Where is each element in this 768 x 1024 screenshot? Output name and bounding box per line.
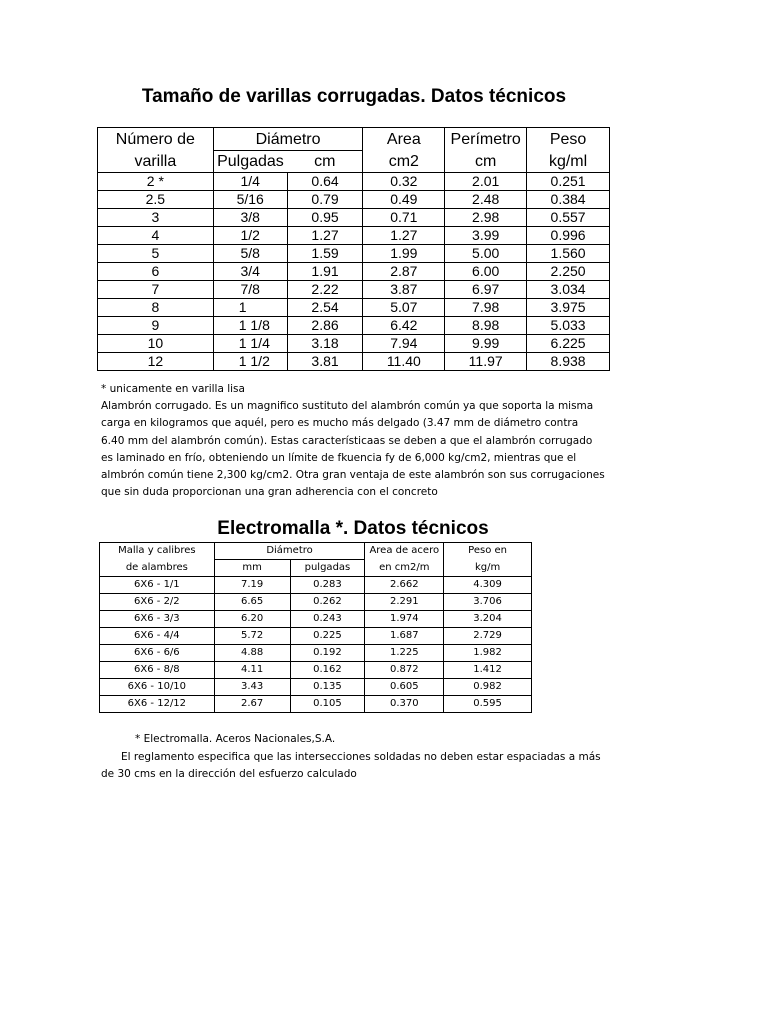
table-cell: 3.43 [214,679,290,696]
table-cell: 6X6 - 12/12 [100,696,215,713]
electromalla-notes [101,731,601,784]
table-cell: 11.97 [445,353,527,371]
table-cell: 2.22 [287,281,363,299]
varillas-table [97,127,610,371]
table-row [100,645,532,662]
table-cell: 1.982 [444,645,532,662]
table-cell: 1.412 [444,662,532,679]
table-cell: 0.32 [363,173,445,191]
table-cell: 0.982 [444,679,532,696]
header-cell: cm [287,151,363,173]
table-cell: 6 [98,263,214,281]
table-cell: 6X6 - 2/2 [100,594,215,611]
table-cell: 0.49 [363,191,445,209]
table-row [100,577,532,594]
table-cell: 8.938 [527,353,610,371]
note-line: * unicamente en varilla lisa [101,383,245,395]
note-line: 6.40 mm del alambrón común). Estas característicaas se deben a que el alambrón corrugado [101,434,593,447]
table-cell: 0.64 [287,173,363,191]
table-cell: 0.370 [365,696,444,713]
note-line: El reglamento especifica que las intersecciones soldadas no deben estar espaciadas a más [121,750,601,763]
table-cell: 2.86 [287,317,363,335]
table-cell: 0.71 [363,209,445,227]
table-cell: 2.98 [445,209,527,227]
table-row [100,594,532,611]
header-cell: mm [214,560,290,577]
table-cell: 4 [98,227,214,245]
table-cell: 6X6 - 4/4 [100,628,215,645]
note-line: carga en kilogramos que aquél, pero es mucho más delgado (3.47 mm de diámetro contra [101,417,579,430]
table-cell: 6.00 [445,263,527,281]
table-cell: 3.18 [287,335,363,353]
table-row [100,628,532,645]
table1-title: Tamaño de varillas corrugadas. Datos técnicos [141,86,567,107]
table-row [98,335,610,353]
table-cell: 1/4 [213,173,287,191]
table-cell: 6.42 [363,317,445,335]
header-cell: Area de acero [365,543,444,560]
table-cell: 1.91 [287,263,363,281]
table-cell: 6X6 - 1/1 [100,577,215,594]
table-cell: 7.94 [363,335,445,353]
table2-header-row [100,560,532,577]
header-cell: Pulgadas [213,151,287,173]
table-cell: 6.97 [445,281,527,299]
table-cell: 1 [213,299,287,317]
table-cell: 5/8 [213,245,287,263]
table-row [98,317,610,335]
table-cell: 1.560 [527,245,610,263]
table-cell: 0.595 [444,696,532,713]
table-cell: 2.48 [445,191,527,209]
table-cell: 9.99 [445,335,527,353]
table2-header-row [100,543,532,560]
table-cell: 3/4 [213,263,287,281]
table-cell: 1.225 [365,645,444,662]
table-cell: 3.81 [287,353,363,371]
header-cell: Area [363,128,445,151]
table-cell: 2.67 [214,696,290,713]
header-cell: Perímetro [445,128,527,151]
table-cell: 5.00 [445,245,527,263]
table-cell: 4.88 [214,645,290,662]
table-cell: 5.033 [527,317,610,335]
table-cell: 0.135 [290,679,365,696]
table-cell: 3 [98,209,214,227]
table-cell: 1.27 [363,227,445,245]
header-cell: Número de [98,128,214,151]
table-cell: 0.251 [527,173,610,191]
table-row [100,679,532,696]
table-cell: 4.11 [214,662,290,679]
table-cell: 1.59 [287,245,363,263]
header-cell: Peso [527,128,610,151]
table-cell: 1.99 [363,245,445,263]
table-cell: 1.687 [365,628,444,645]
table-cell: 0.262 [290,594,365,611]
table-cell: 6.65 [214,594,290,611]
table-cell: 10 [98,335,214,353]
table-cell: 8 [98,299,214,317]
table-cell: 3.034 [527,281,610,299]
table-row [98,209,610,227]
table-cell: 1 1/2 [213,353,287,371]
table-row [98,281,610,299]
table-cell: 0.605 [365,679,444,696]
note-line: almbrón común tiene 2,300 kg/cm2. Otra gran ventaja de este alambrón son sus corrugaciones [101,469,605,482]
table-cell: 7.98 [445,299,527,317]
table-cell: 6X6 - 6/6 [100,645,215,662]
header-cell: cm [445,151,527,173]
table-cell: 3.975 [527,299,610,317]
table-cell: 6.225 [527,335,610,353]
table-row [98,227,610,245]
note-line: * Electromalla. Aceros Nacionales,S.A. [135,733,336,745]
table-cell: 8.98 [445,317,527,335]
table-cell: 6X6 - 10/10 [100,679,215,696]
table-row [98,299,610,317]
table1-header-row [98,151,610,173]
note-line: que sin duda proporcionan una gran adherencia con el concreto [101,486,438,499]
header-cell: de alambres [100,560,215,577]
table-cell: 11.40 [363,353,445,371]
table-cell: 2.5 [98,191,214,209]
header-cell: Diámetro [213,128,363,151]
table-cell: 0.192 [290,645,365,662]
table-cell: 6X6 - 3/3 [100,611,215,628]
table-cell: 1.974 [365,611,444,628]
table-row [98,245,610,263]
table-cell: 0.996 [527,227,610,245]
table-cell: 3.204 [444,611,532,628]
table-cell: 0.283 [290,577,365,594]
table-row [98,353,610,371]
header-cell: varilla [98,151,214,173]
table-cell: 7.19 [214,577,290,594]
table-cell: 1.27 [287,227,363,245]
table-cell: 0.384 [527,191,610,209]
table-row [100,696,532,713]
table-cell: 0.557 [527,209,610,227]
table-cell: 0.105 [290,696,365,713]
table-cell: 1 1/4 [213,335,287,353]
table-cell: 5/16 [213,191,287,209]
table-cell: 2.87 [363,263,445,281]
table-cell: 2 * [98,173,214,191]
table-cell: 4.309 [444,577,532,594]
table-cell: 3.706 [444,594,532,611]
table-cell: 6.20 [214,611,290,628]
table2-title: Electromalla *. Datos técnicos [217,518,489,539]
table-cell: 9 [98,317,214,335]
table-cell: 0.162 [290,662,365,679]
varillas-notes [101,381,661,501]
header-cell: en cm2/m [365,560,444,577]
table-cell: 6X6 - 8/8 [100,662,215,679]
table-cell: 5 [98,245,214,263]
table-cell: 5.07 [363,299,445,317]
table-cell: 3.87 [363,281,445,299]
table-cell: 0.79 [287,191,363,209]
table-cell: 1 1/8 [213,317,287,335]
table-row [98,263,610,281]
table-cell: 0.872 [365,662,444,679]
table-cell: 2.729 [444,628,532,645]
table-cell: 2.662 [365,577,444,594]
table-cell: 7/8 [213,281,287,299]
table-cell: 0.95 [287,209,363,227]
table-cell: 7 [98,281,214,299]
table-cell: 1/2 [213,227,287,245]
table-cell: 3/8 [213,209,287,227]
table-row [98,173,610,191]
header-cell: pulgadas [290,560,365,577]
table-cell: 5.72 [214,628,290,645]
table-cell: 2.01 [445,173,527,191]
table-row [98,191,610,209]
table-row [100,662,532,679]
table-cell: 0.225 [290,628,365,645]
table-cell: 2.291 [365,594,444,611]
table-cell: 0.243 [290,611,365,628]
header-cell: Malla y calibres [100,543,215,560]
note-line: Alambrón corrugado. Es un magnifico sustituto del alambrón común ya que soporta la misma [101,400,594,413]
table-cell: 2.54 [287,299,363,317]
header-cell: Peso en [444,543,532,560]
table-cell: 12 [98,353,214,371]
header-cell: kg/m [444,560,532,577]
header-cell: Diámetro [214,543,365,560]
table-row [100,611,532,628]
table-cell: 3.99 [445,227,527,245]
table1-header-row [98,128,610,151]
electromalla-table [99,542,532,713]
header-cell: cm2 [363,151,445,173]
note-line: de 30 cms en la dirección del esfuerzo calculado [101,768,357,780]
table-cell: 2.250 [527,263,610,281]
header-cell: kg/ml [527,151,610,173]
note-line: es laminado en frío, obteniendo un límite de fkuencia fy de 6,000 kg/cm2, mientras que el [101,451,577,464]
